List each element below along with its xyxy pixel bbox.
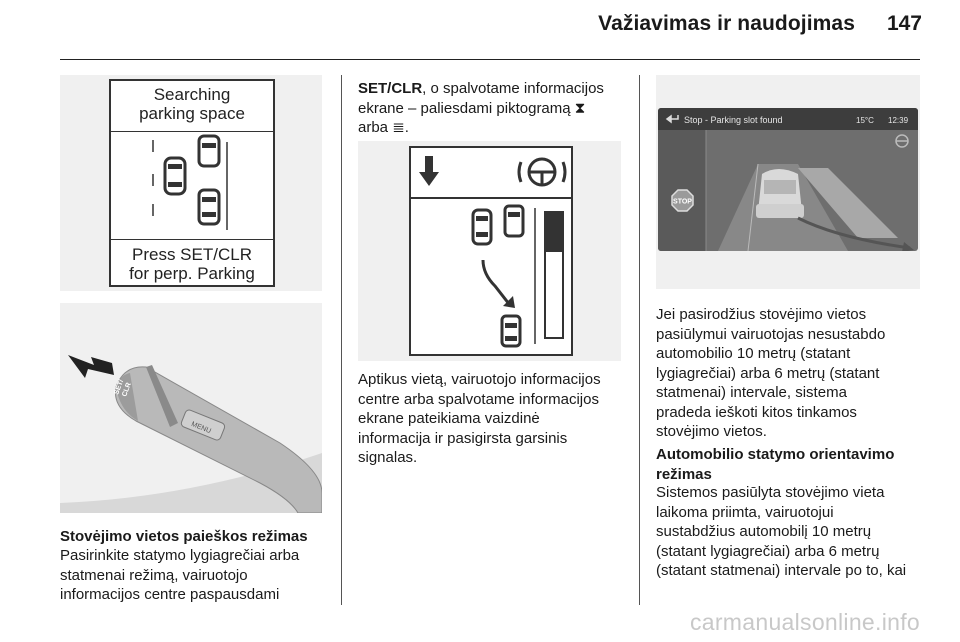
lcd-bottom-line2: for perp. Parking bbox=[129, 264, 255, 283]
color-screen bbox=[658, 108, 918, 251]
figure-guidance-display bbox=[358, 141, 621, 361]
temperature: 15°C bbox=[856, 116, 874, 125]
status-title: Stop - Parking slot found bbox=[684, 115, 783, 125]
running-header-title: Važiavimas ir naudojimas bbox=[598, 12, 855, 35]
lcd-top-line1: Searching bbox=[153, 85, 231, 104]
page-number: 147 bbox=[886, 12, 922, 35]
lcd-top-line2: parking space bbox=[139, 104, 245, 123]
figure-searching-display bbox=[60, 75, 322, 291]
watermark: carmanualsonline.info bbox=[689, 609, 920, 635]
figure-stalk-photo bbox=[60, 303, 322, 513]
column3-body2: Sistemos pasiūlyta stovėjimo vieta laikoma priimta, vairuotojui sustabdžius automobilį 10 metrų (statant lygiagrečiai) arba 6 metrų (statant statmenai) intervale po to, kai bbox=[656, 484, 907, 579]
back-icon bbox=[667, 115, 678, 122]
column1-body: Pasirinkite statymo lygiagrečiai arba statmenai režimą, vairuotojo informacijos centre paspausdami bbox=[60, 547, 300, 603]
steering-wheel-icon bbox=[896, 135, 908, 147]
column2-intro: SET/CLR, o spalvotame informacijos ekrane – paliesdami piktogramą ⧗ arba ≣. bbox=[358, 80, 604, 136]
stalk-menu-label: MENU bbox=[190, 420, 212, 436]
stalk-label-set: SET/ bbox=[113, 378, 126, 396]
car-rear-view bbox=[756, 169, 804, 218]
arrow-icon bbox=[68, 355, 114, 378]
lcd-bottom-line1: Press SET/CLR bbox=[132, 245, 252, 264]
section-heading-guidance-mode: Automobilio statymo orientavimo režimas bbox=[656, 446, 895, 483]
set-clr-bold: SET/CLR bbox=[358, 80, 423, 97]
parking-search-graphic bbox=[111, 132, 273, 240]
column-divider-1 bbox=[341, 75, 342, 605]
header-rule bbox=[60, 59, 920, 60]
figure-color-display bbox=[656, 75, 920, 289]
lcd-frame bbox=[109, 79, 275, 287]
car-icon bbox=[165, 136, 219, 224]
column2-body: Aptikus vietą, vairuotojo informacijos centre arba spalvotame informacijos ekrane pateikiama vaizdinė informacija ir pasigirsta garsinis signalas. bbox=[358, 371, 601, 466]
column3-body: Jei pasirodžius stovėjimo vietos pasiūlymui vairuotojas nesustabdo automobilio 10 metrų (statant lygiagrečiai) arba 6 metrų (statant statmenai) intervale, sistema pradeda ieškoti kitos tinkamos stovėjimo vietos. bbox=[656, 306, 886, 440]
stop-sign-icon bbox=[672, 190, 693, 211]
stalk-label-clr: CLR bbox=[121, 381, 133, 398]
column-divider-2 bbox=[639, 75, 640, 605]
clock: 12:39 bbox=[888, 116, 909, 125]
section-heading-search-mode: Stovėjimo vietos paieškos režimas bbox=[60, 528, 308, 545]
svg-text:STOP: STOP bbox=[673, 198, 692, 206]
